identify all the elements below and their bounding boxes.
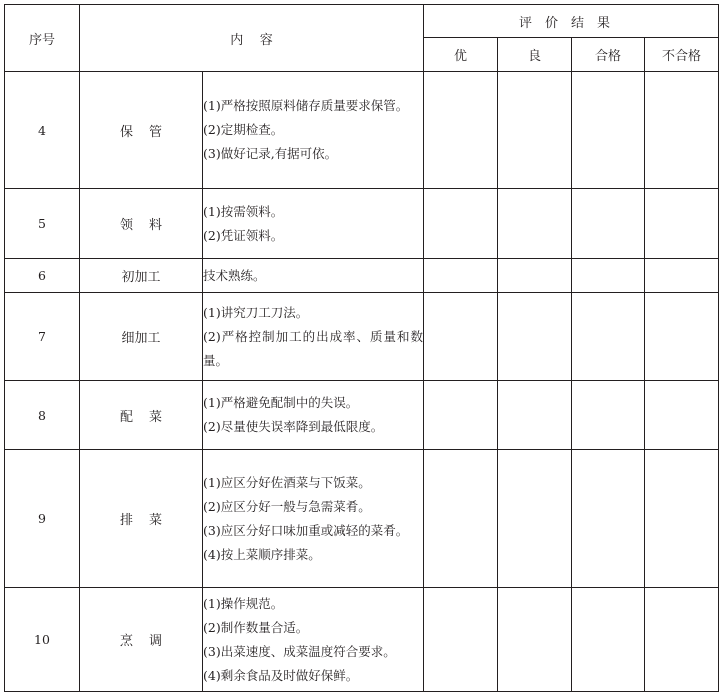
row-seq: 8 [5, 381, 80, 450]
header-rating-excellent: 优 [424, 38, 498, 72]
content-line: (4)剩余食品及时做好保鲜。 [203, 667, 359, 683]
eval-cell-pass [572, 293, 645, 381]
table-row [5, 588, 719, 692]
header-evaluation: 评价结果 [424, 5, 719, 38]
eval-cell-fail [645, 588, 719, 692]
row-seq: 4 [5, 72, 80, 189]
eval-cell-pass [572, 72, 645, 189]
content-line: (2)尽量使失误率降到最低限度。 [203, 419, 384, 434]
eval-cell-fail [645, 293, 719, 381]
header-rating-good: 良 [498, 38, 572, 72]
row-seq: 6 [5, 259, 80, 293]
row-item-cell [80, 189, 203, 259]
header-row-1 [5, 5, 719, 38]
row-seq: 10 [5, 588, 80, 692]
content-line: (2)定期检查。 [203, 122, 284, 137]
row-content [203, 588, 424, 692]
row-seq: 7 [5, 293, 80, 381]
eval-cell-good [498, 450, 572, 588]
eval-cell-good [498, 259, 572, 293]
eval-cell-excellent [424, 588, 498, 692]
eval-cell-good [498, 588, 572, 692]
content-line: (2)严格控制加工的出成率、质量和数量。 [203, 328, 423, 368]
eval-cell-good [498, 293, 572, 381]
content-line: (3)做好记录,有据可依。 [203, 146, 338, 161]
header-seq: 序号 [5, 5, 80, 72]
header-rating-pass: 合格 [572, 38, 645, 72]
eval-cell-good [498, 189, 572, 259]
row-item-cell [80, 259, 203, 293]
content-line: (2)制作数量合适。 [203, 619, 309, 635]
eval-cell-fail [645, 189, 719, 259]
eval-cell-excellent [424, 450, 498, 588]
row-item: 排菜 [119, 513, 178, 528]
eval-cell-excellent [424, 189, 498, 259]
row-content [203, 381, 424, 450]
row-item-cell [80, 293, 203, 381]
eval-cell-pass [572, 450, 645, 588]
row-item-cell [80, 588, 203, 692]
content-line: (1)严格按照原料储存质量要求保管。 [203, 98, 409, 113]
eval-cell-excellent [424, 259, 498, 293]
row-item: 初加工 [121, 270, 161, 285]
content-line: (1)按需领料。 [203, 203, 284, 219]
eval-cell-excellent [424, 72, 498, 189]
row-content [203, 293, 424, 381]
table-row [5, 293, 719, 381]
eval-cell-fail [645, 450, 719, 588]
row-item-cell [80, 72, 203, 189]
row-item: 保管 [119, 124, 178, 140]
content-line: (4)按上菜顺序排菜。 [203, 546, 321, 562]
header-content: 内 容 [80, 5, 424, 72]
content-line: (3)出菜速度、成菜温度符合要求。 [203, 643, 396, 659]
row-item-cell [80, 450, 203, 588]
row-item: 配菜 [119, 409, 178, 425]
evaluation-table [4, 4, 719, 692]
table-body [5, 72, 719, 692]
eval-cell-fail [645, 72, 719, 189]
eval-cell-pass [572, 381, 645, 450]
eval-cell-pass [572, 588, 645, 692]
content-line: (2)凭证领料。 [203, 227, 284, 243]
table-row [5, 259, 719, 293]
content-line: (1)讲究刀工刀法。 [203, 304, 309, 320]
content-line: 技术熟练。 [203, 267, 266, 283]
row-content [203, 189, 424, 259]
row-item: 细加工 [121, 331, 161, 346]
content-line: (1)严格避免配制中的失误。 [203, 395, 359, 410]
eval-cell-excellent [424, 381, 498, 450]
row-seq: 5 [5, 189, 80, 259]
eval-cell-pass [572, 259, 645, 293]
row-content [203, 450, 424, 588]
content-line: (1)应区分好佐酒菜与下饭菜。 [203, 474, 371, 490]
eval-cell-pass [572, 189, 645, 259]
eval-cell-fail [645, 381, 719, 450]
eval-cell-good [498, 381, 572, 450]
content-line: (2)应区分好一般与急需菜肴。 [203, 498, 371, 514]
row-item-cell [80, 381, 203, 450]
table-row [5, 72, 719, 189]
eval-cell-fail [645, 259, 719, 293]
row-seq: 9 [5, 450, 80, 588]
content-line: (1)操作规范。 [203, 595, 284, 611]
row-item: 领料 [119, 218, 178, 233]
row-item: 烹调 [119, 634, 178, 649]
eval-cell-good [498, 72, 572, 189]
eval-cell-excellent [424, 293, 498, 381]
table-row [5, 189, 719, 259]
table-row [5, 381, 719, 450]
row-content [203, 72, 424, 189]
table-row [5, 450, 719, 588]
header-rating-fail: 不合格 [645, 38, 719, 72]
content-line: (3)应区分好口味加重或减轻的菜肴。 [203, 522, 409, 538]
row-content [203, 259, 424, 293]
